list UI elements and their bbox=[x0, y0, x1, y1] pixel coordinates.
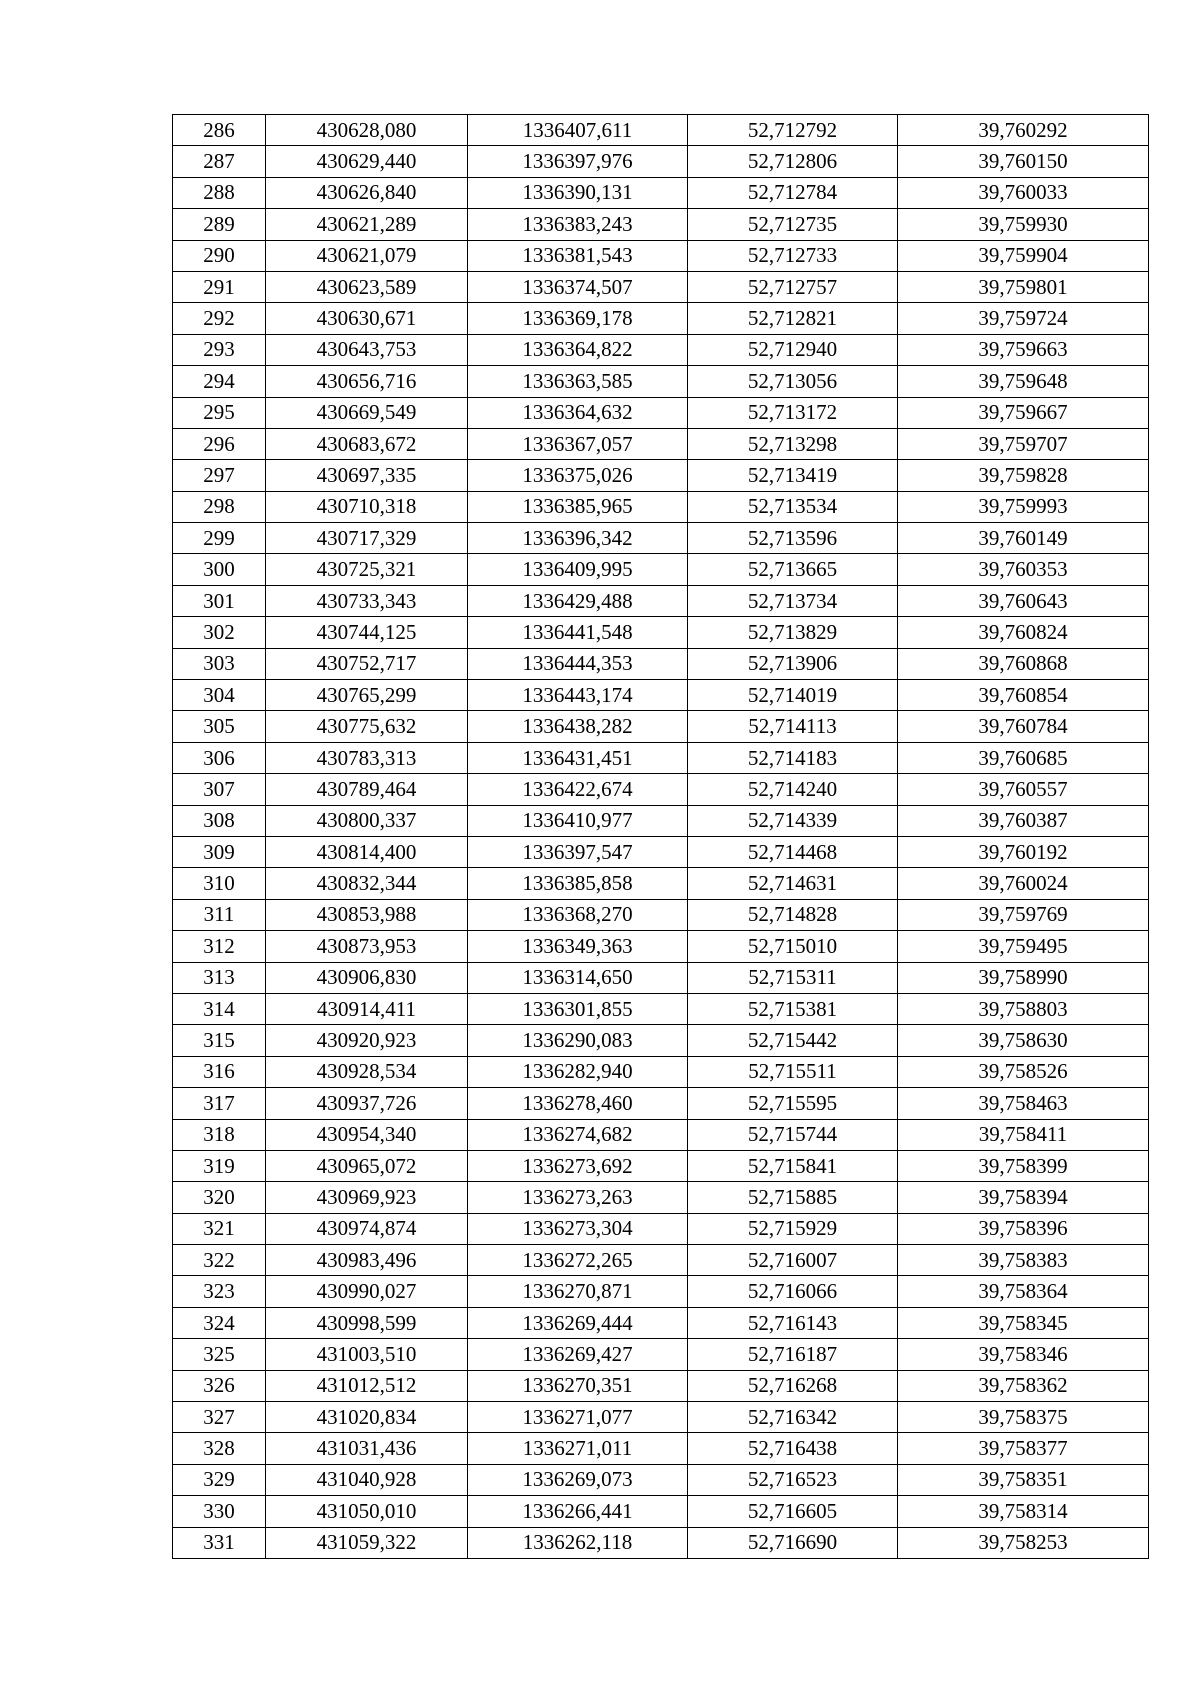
x-coordinate-cell: 430775,632 bbox=[266, 711, 468, 742]
table-row bbox=[173, 1025, 1149, 1056]
point-number-cell: 288 bbox=[173, 177, 266, 208]
latitude-cell: 52,716007 bbox=[688, 1245, 898, 1276]
table-row bbox=[173, 1402, 1149, 1433]
point-number-cell: 330 bbox=[173, 1496, 266, 1527]
y-coordinate-cell: 1336273,304 bbox=[468, 1213, 688, 1244]
latitude-cell: 52,715841 bbox=[688, 1150, 898, 1181]
table-row bbox=[173, 1527, 1149, 1558]
longitude-cell: 39,759930 bbox=[898, 209, 1149, 240]
latitude-cell: 52,714240 bbox=[688, 774, 898, 805]
y-coordinate-cell: 1336349,363 bbox=[468, 931, 688, 962]
x-coordinate-cell: 430954,340 bbox=[266, 1119, 468, 1150]
table-row bbox=[173, 115, 1149, 146]
longitude-cell: 39,759663 bbox=[898, 334, 1149, 365]
table-row bbox=[173, 1307, 1149, 1338]
latitude-cell: 52,716438 bbox=[688, 1433, 898, 1464]
latitude-cell: 52,716187 bbox=[688, 1339, 898, 1370]
y-coordinate-cell: 1336273,263 bbox=[468, 1182, 688, 1213]
y-coordinate-cell: 1336443,174 bbox=[468, 680, 688, 711]
point-number-cell: 303 bbox=[173, 648, 266, 679]
point-number-cell: 299 bbox=[173, 523, 266, 554]
point-number-cell: 301 bbox=[173, 585, 266, 616]
y-coordinate-cell: 1336274,682 bbox=[468, 1119, 688, 1150]
y-coordinate-cell: 1336368,270 bbox=[468, 899, 688, 930]
y-coordinate-cell: 1336271,011 bbox=[468, 1433, 688, 1464]
x-coordinate-cell: 431020,834 bbox=[266, 1402, 468, 1433]
table-row bbox=[173, 271, 1149, 302]
point-number-cell: 319 bbox=[173, 1150, 266, 1181]
y-coordinate-cell: 1336301,855 bbox=[468, 993, 688, 1024]
x-coordinate-cell: 430623,589 bbox=[266, 271, 468, 302]
table-row bbox=[173, 1150, 1149, 1181]
x-coordinate-cell: 431040,928 bbox=[266, 1464, 468, 1495]
y-coordinate-cell: 1336369,178 bbox=[468, 303, 688, 334]
longitude-cell: 39,760854 bbox=[898, 680, 1149, 711]
latitude-cell: 52,712806 bbox=[688, 146, 898, 177]
x-coordinate-cell: 430920,923 bbox=[266, 1025, 468, 1056]
longitude-cell: 39,758803 bbox=[898, 993, 1149, 1024]
y-coordinate-cell: 1336383,243 bbox=[468, 209, 688, 240]
point-number-cell: 293 bbox=[173, 334, 266, 365]
latitude-cell: 52,714183 bbox=[688, 742, 898, 773]
table-row bbox=[173, 460, 1149, 491]
table-row bbox=[173, 523, 1149, 554]
table-row bbox=[173, 585, 1149, 616]
latitude-cell: 52,715010 bbox=[688, 931, 898, 962]
latitude-cell: 52,716342 bbox=[688, 1402, 898, 1433]
table-row bbox=[173, 491, 1149, 522]
latitude-cell: 52,712821 bbox=[688, 303, 898, 334]
x-coordinate-cell: 430873,953 bbox=[266, 931, 468, 962]
latitude-cell: 52,716690 bbox=[688, 1527, 898, 1558]
y-coordinate-cell: 1336270,351 bbox=[468, 1370, 688, 1401]
longitude-cell: 39,758463 bbox=[898, 1088, 1149, 1119]
y-coordinate-cell: 1336407,611 bbox=[468, 115, 688, 146]
longitude-cell: 39,759648 bbox=[898, 366, 1149, 397]
x-coordinate-cell: 430744,125 bbox=[266, 617, 468, 648]
longitude-cell: 39,760033 bbox=[898, 177, 1149, 208]
y-coordinate-cell: 1336444,353 bbox=[468, 648, 688, 679]
longitude-cell: 39,758377 bbox=[898, 1433, 1149, 1464]
x-coordinate-cell: 430621,289 bbox=[266, 209, 468, 240]
y-coordinate-cell: 1336396,342 bbox=[468, 523, 688, 554]
y-coordinate-cell: 1336385,858 bbox=[468, 868, 688, 899]
latitude-cell: 52,716143 bbox=[688, 1307, 898, 1338]
table-row bbox=[173, 931, 1149, 962]
table-row bbox=[173, 1433, 1149, 1464]
longitude-cell: 39,759495 bbox=[898, 931, 1149, 962]
y-coordinate-cell: 1336272,265 bbox=[468, 1245, 688, 1276]
x-coordinate-cell: 430656,716 bbox=[266, 366, 468, 397]
longitude-cell: 39,759993 bbox=[898, 491, 1149, 522]
point-number-cell: 328 bbox=[173, 1433, 266, 1464]
table-row bbox=[173, 334, 1149, 365]
table-row bbox=[173, 1245, 1149, 1276]
longitude-cell: 39,758394 bbox=[898, 1182, 1149, 1213]
longitude-cell: 39,758630 bbox=[898, 1025, 1149, 1056]
table-row bbox=[173, 711, 1149, 742]
latitude-cell: 52,715744 bbox=[688, 1119, 898, 1150]
longitude-cell: 39,759801 bbox=[898, 271, 1149, 302]
x-coordinate-cell: 430765,299 bbox=[266, 680, 468, 711]
x-coordinate-cell: 431012,512 bbox=[266, 1370, 468, 1401]
latitude-cell: 52,715595 bbox=[688, 1088, 898, 1119]
point-number-cell: 295 bbox=[173, 397, 266, 428]
latitude-cell: 52,716605 bbox=[688, 1496, 898, 1527]
table-row bbox=[173, 1464, 1149, 1495]
point-number-cell: 304 bbox=[173, 680, 266, 711]
y-coordinate-cell: 1336441,548 bbox=[468, 617, 688, 648]
x-coordinate-cell: 430990,027 bbox=[266, 1276, 468, 1307]
table-row bbox=[173, 240, 1149, 271]
longitude-cell: 39,759667 bbox=[898, 397, 1149, 428]
latitude-cell: 52,713419 bbox=[688, 460, 898, 491]
point-number-cell: 292 bbox=[173, 303, 266, 334]
x-coordinate-cell: 430969,923 bbox=[266, 1182, 468, 1213]
table-row bbox=[173, 1276, 1149, 1307]
latitude-cell: 52,713596 bbox=[688, 523, 898, 554]
point-number-cell: 307 bbox=[173, 774, 266, 805]
coordinates-table-body bbox=[173, 115, 1149, 1559]
latitude-cell: 52,712757 bbox=[688, 271, 898, 302]
latitude-cell: 52,712733 bbox=[688, 240, 898, 271]
point-number-cell: 298 bbox=[173, 491, 266, 522]
point-number-cell: 297 bbox=[173, 460, 266, 491]
y-coordinate-cell: 1336410,977 bbox=[468, 805, 688, 836]
latitude-cell: 52,712940 bbox=[688, 334, 898, 365]
longitude-cell: 39,758351 bbox=[898, 1464, 1149, 1495]
y-coordinate-cell: 1336273,692 bbox=[468, 1150, 688, 1181]
y-coordinate-cell: 1336271,077 bbox=[468, 1402, 688, 1433]
longitude-cell: 39,760150 bbox=[898, 146, 1149, 177]
longitude-cell: 39,760353 bbox=[898, 554, 1149, 585]
longitude-cell: 39,758345 bbox=[898, 1307, 1149, 1338]
point-number-cell: 331 bbox=[173, 1527, 266, 1558]
table-row bbox=[173, 1213, 1149, 1244]
table-row bbox=[173, 617, 1149, 648]
longitude-cell: 39,760685 bbox=[898, 742, 1149, 773]
longitude-cell: 39,759707 bbox=[898, 428, 1149, 459]
latitude-cell: 52,713734 bbox=[688, 585, 898, 616]
latitude-cell: 52,715442 bbox=[688, 1025, 898, 1056]
y-coordinate-cell: 1336367,057 bbox=[468, 428, 688, 459]
table-row bbox=[173, 836, 1149, 867]
longitude-cell: 39,758383 bbox=[898, 1245, 1149, 1276]
point-number-cell: 317 bbox=[173, 1088, 266, 1119]
point-number-cell: 305 bbox=[173, 711, 266, 742]
x-coordinate-cell: 430725,321 bbox=[266, 554, 468, 585]
point-number-cell: 289 bbox=[173, 209, 266, 240]
latitude-cell: 52,713665 bbox=[688, 554, 898, 585]
table-row bbox=[173, 397, 1149, 428]
latitude-cell: 52,716268 bbox=[688, 1370, 898, 1401]
point-number-cell: 312 bbox=[173, 931, 266, 962]
table-row bbox=[173, 366, 1149, 397]
point-number-cell: 326 bbox=[173, 1370, 266, 1401]
y-coordinate-cell: 1336278,460 bbox=[468, 1088, 688, 1119]
x-coordinate-cell: 430832,344 bbox=[266, 868, 468, 899]
coordinates-table bbox=[172, 114, 1149, 1559]
latitude-cell: 52,714019 bbox=[688, 680, 898, 711]
point-number-cell: 325 bbox=[173, 1339, 266, 1370]
latitude-cell: 52,712792 bbox=[688, 115, 898, 146]
longitude-cell: 39,760292 bbox=[898, 115, 1149, 146]
y-coordinate-cell: 1336266,441 bbox=[468, 1496, 688, 1527]
longitude-cell: 39,760024 bbox=[898, 868, 1149, 899]
point-number-cell: 309 bbox=[173, 836, 266, 867]
x-coordinate-cell: 430643,753 bbox=[266, 334, 468, 365]
longitude-cell: 39,759769 bbox=[898, 899, 1149, 930]
x-coordinate-cell: 431050,010 bbox=[266, 1496, 468, 1527]
latitude-cell: 52,714631 bbox=[688, 868, 898, 899]
y-coordinate-cell: 1336375,026 bbox=[468, 460, 688, 491]
longitude-cell: 39,760868 bbox=[898, 648, 1149, 679]
y-coordinate-cell: 1336262,118 bbox=[468, 1527, 688, 1558]
table-row bbox=[173, 209, 1149, 240]
table-row bbox=[173, 428, 1149, 459]
y-coordinate-cell: 1336314,650 bbox=[468, 962, 688, 993]
longitude-cell: 39,758399 bbox=[898, 1150, 1149, 1181]
latitude-cell: 52,714339 bbox=[688, 805, 898, 836]
point-number-cell: 323 bbox=[173, 1276, 266, 1307]
x-coordinate-cell: 430752,717 bbox=[266, 648, 468, 679]
longitude-cell: 39,758375 bbox=[898, 1402, 1149, 1433]
x-coordinate-cell: 430937,726 bbox=[266, 1088, 468, 1119]
x-coordinate-cell: 430906,830 bbox=[266, 962, 468, 993]
table-row bbox=[173, 554, 1149, 585]
longitude-cell: 39,758396 bbox=[898, 1213, 1149, 1244]
point-number-cell: 316 bbox=[173, 1056, 266, 1087]
point-number-cell: 300 bbox=[173, 554, 266, 585]
y-coordinate-cell: 1336364,632 bbox=[468, 397, 688, 428]
x-coordinate-cell: 430853,988 bbox=[266, 899, 468, 930]
table-row bbox=[173, 993, 1149, 1024]
point-number-cell: 286 bbox=[173, 115, 266, 146]
y-coordinate-cell: 1336364,822 bbox=[468, 334, 688, 365]
x-coordinate-cell: 430789,464 bbox=[266, 774, 468, 805]
point-number-cell: 327 bbox=[173, 1402, 266, 1433]
point-number-cell: 310 bbox=[173, 868, 266, 899]
point-number-cell: 315 bbox=[173, 1025, 266, 1056]
latitude-cell: 52,713172 bbox=[688, 397, 898, 428]
table-row bbox=[173, 774, 1149, 805]
table-row bbox=[173, 1056, 1149, 1087]
longitude-cell: 39,758346 bbox=[898, 1339, 1149, 1370]
y-coordinate-cell: 1336385,965 bbox=[468, 491, 688, 522]
y-coordinate-cell: 1336381,543 bbox=[468, 240, 688, 271]
x-coordinate-cell: 431059,322 bbox=[266, 1527, 468, 1558]
x-coordinate-cell: 430626,840 bbox=[266, 177, 468, 208]
latitude-cell: 52,713298 bbox=[688, 428, 898, 459]
table-row bbox=[173, 962, 1149, 993]
point-number-cell: 322 bbox=[173, 1245, 266, 1276]
x-coordinate-cell: 430928,534 bbox=[266, 1056, 468, 1087]
longitude-cell: 39,760784 bbox=[898, 711, 1149, 742]
point-number-cell: 291 bbox=[173, 271, 266, 302]
latitude-cell: 52,712735 bbox=[688, 209, 898, 240]
longitude-cell: 39,760824 bbox=[898, 617, 1149, 648]
x-coordinate-cell: 430717,329 bbox=[266, 523, 468, 554]
y-coordinate-cell: 1336282,940 bbox=[468, 1056, 688, 1087]
latitude-cell: 52,715311 bbox=[688, 962, 898, 993]
latitude-cell: 52,714828 bbox=[688, 899, 898, 930]
longitude-cell: 39,758411 bbox=[898, 1119, 1149, 1150]
longitude-cell: 39,759904 bbox=[898, 240, 1149, 271]
x-coordinate-cell: 430983,496 bbox=[266, 1245, 468, 1276]
point-number-cell: 321 bbox=[173, 1213, 266, 1244]
y-coordinate-cell: 1336363,585 bbox=[468, 366, 688, 397]
table-row bbox=[173, 1088, 1149, 1119]
x-coordinate-cell: 430733,343 bbox=[266, 585, 468, 616]
latitude-cell: 52,715885 bbox=[688, 1182, 898, 1213]
x-coordinate-cell: 430914,411 bbox=[266, 993, 468, 1024]
x-coordinate-cell: 430628,080 bbox=[266, 115, 468, 146]
longitude-cell: 39,759828 bbox=[898, 460, 1149, 491]
latitude-cell: 52,714468 bbox=[688, 836, 898, 867]
latitude-cell: 52,716523 bbox=[688, 1464, 898, 1495]
x-coordinate-cell: 430710,318 bbox=[266, 491, 468, 522]
x-coordinate-cell: 431003,510 bbox=[266, 1339, 468, 1370]
table-row bbox=[173, 1119, 1149, 1150]
x-coordinate-cell: 430800,337 bbox=[266, 805, 468, 836]
x-coordinate-cell: 430669,549 bbox=[266, 397, 468, 428]
point-number-cell: 306 bbox=[173, 742, 266, 773]
x-coordinate-cell: 431031,436 bbox=[266, 1433, 468, 1464]
x-coordinate-cell: 430630,671 bbox=[266, 303, 468, 334]
latitude-cell: 52,713906 bbox=[688, 648, 898, 679]
y-coordinate-cell: 1336269,444 bbox=[468, 1307, 688, 1338]
longitude-cell: 39,760557 bbox=[898, 774, 1149, 805]
x-coordinate-cell: 430974,874 bbox=[266, 1213, 468, 1244]
table-row bbox=[173, 648, 1149, 679]
table-row bbox=[173, 1370, 1149, 1401]
point-number-cell: 313 bbox=[173, 962, 266, 993]
latitude-cell: 52,715381 bbox=[688, 993, 898, 1024]
point-number-cell: 302 bbox=[173, 617, 266, 648]
y-coordinate-cell: 1336397,547 bbox=[468, 836, 688, 867]
point-number-cell: 329 bbox=[173, 1464, 266, 1495]
y-coordinate-cell: 1336270,871 bbox=[468, 1276, 688, 1307]
latitude-cell: 52,716066 bbox=[688, 1276, 898, 1307]
y-coordinate-cell: 1336374,507 bbox=[468, 271, 688, 302]
longitude-cell: 39,758990 bbox=[898, 962, 1149, 993]
longitude-cell: 39,758362 bbox=[898, 1370, 1149, 1401]
point-number-cell: 296 bbox=[173, 428, 266, 459]
point-number-cell: 324 bbox=[173, 1307, 266, 1338]
longitude-cell: 39,758253 bbox=[898, 1527, 1149, 1558]
longitude-cell: 39,760192 bbox=[898, 836, 1149, 867]
x-coordinate-cell: 430621,079 bbox=[266, 240, 468, 271]
point-number-cell: 320 bbox=[173, 1182, 266, 1213]
point-number-cell: 294 bbox=[173, 366, 266, 397]
longitude-cell: 39,760643 bbox=[898, 585, 1149, 616]
y-coordinate-cell: 1336431,451 bbox=[468, 742, 688, 773]
y-coordinate-cell: 1336438,282 bbox=[468, 711, 688, 742]
latitude-cell: 52,715929 bbox=[688, 1213, 898, 1244]
latitude-cell: 52,713534 bbox=[688, 491, 898, 522]
y-coordinate-cell: 1336429,488 bbox=[468, 585, 688, 616]
x-coordinate-cell: 430965,072 bbox=[266, 1150, 468, 1181]
latitude-cell: 52,713829 bbox=[688, 617, 898, 648]
table-row bbox=[173, 1339, 1149, 1370]
table-row bbox=[173, 805, 1149, 836]
table-row bbox=[173, 680, 1149, 711]
longitude-cell: 39,758526 bbox=[898, 1056, 1149, 1087]
latitude-cell: 52,714113 bbox=[688, 711, 898, 742]
longitude-cell: 39,760149 bbox=[898, 523, 1149, 554]
x-coordinate-cell: 430629,440 bbox=[266, 146, 468, 177]
table-row bbox=[173, 1182, 1149, 1213]
longitude-cell: 39,760387 bbox=[898, 805, 1149, 836]
point-number-cell: 318 bbox=[173, 1119, 266, 1150]
x-coordinate-cell: 430814,400 bbox=[266, 836, 468, 867]
y-coordinate-cell: 1336409,995 bbox=[468, 554, 688, 585]
point-number-cell: 287 bbox=[173, 146, 266, 177]
y-coordinate-cell: 1336390,131 bbox=[468, 177, 688, 208]
latitude-cell: 52,713056 bbox=[688, 366, 898, 397]
longitude-cell: 39,758314 bbox=[898, 1496, 1149, 1527]
x-coordinate-cell: 430697,335 bbox=[266, 460, 468, 491]
x-coordinate-cell: 430683,672 bbox=[266, 428, 468, 459]
y-coordinate-cell: 1336422,674 bbox=[468, 774, 688, 805]
point-number-cell: 308 bbox=[173, 805, 266, 836]
y-coordinate-cell: 1336290,083 bbox=[468, 1025, 688, 1056]
y-coordinate-cell: 1336397,976 bbox=[468, 146, 688, 177]
x-coordinate-cell: 430783,313 bbox=[266, 742, 468, 773]
table-row bbox=[173, 146, 1149, 177]
table-row bbox=[173, 1496, 1149, 1527]
table-row bbox=[173, 742, 1149, 773]
point-number-cell: 311 bbox=[173, 899, 266, 930]
x-coordinate-cell: 430998,599 bbox=[266, 1307, 468, 1338]
y-coordinate-cell: 1336269,427 bbox=[468, 1339, 688, 1370]
latitude-cell: 52,715511 bbox=[688, 1056, 898, 1087]
table-row bbox=[173, 899, 1149, 930]
longitude-cell: 39,758364 bbox=[898, 1276, 1149, 1307]
point-number-cell: 314 bbox=[173, 993, 266, 1024]
y-coordinate-cell: 1336269,073 bbox=[468, 1464, 688, 1495]
longitude-cell: 39,759724 bbox=[898, 303, 1149, 334]
table-row bbox=[173, 303, 1149, 334]
point-number-cell: 290 bbox=[173, 240, 266, 271]
latitude-cell: 52,712784 bbox=[688, 177, 898, 208]
table-row bbox=[173, 868, 1149, 899]
table-row bbox=[173, 177, 1149, 208]
